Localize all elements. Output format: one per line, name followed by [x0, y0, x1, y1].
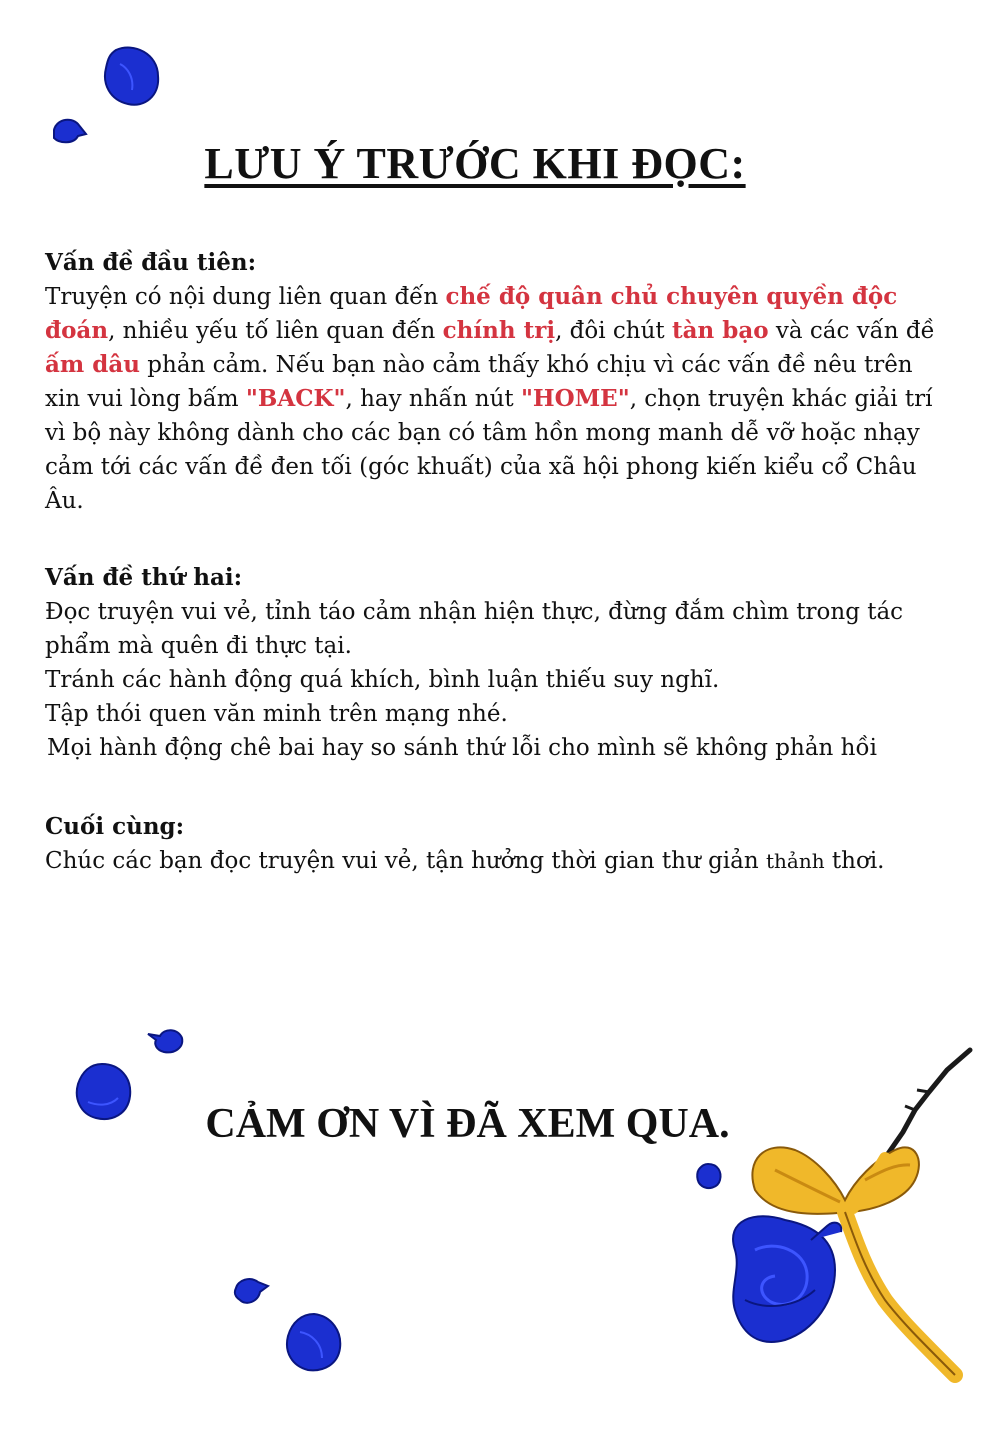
text-run: Chúc các bạn đọc truyện vui vẻ, tận hưởng thời gian thư giản: [45, 848, 766, 874]
section-first-issue: [45, 246, 940, 518]
section-heading: Vấn đề đầu tiên:: [45, 249, 257, 276]
text-run: , hay nhấn nút: [345, 386, 521, 412]
page-title: LƯU Ý TRƯỚC KHI ĐỌC:: [204, 139, 746, 188]
section-body: [45, 844, 940, 878]
text-run: phản cảm. Nếu bạn nào cảm thấy khó chịu vì các vấn đề nêu trên xin vui lòng bấm: [45, 352, 913, 412]
highlight-text: chính trị: [442, 317, 556, 344]
rose-petal-icon: [284, 1312, 344, 1374]
section-heading: Cuối cùng:: [45, 813, 185, 840]
section-finally: [45, 810, 940, 878]
text-run: thảnh: [766, 849, 825, 873]
branch-icon: [885, 1050, 970, 1158]
text-run: và các vấn đề: [768, 318, 935, 344]
highlight-text: chế độ quân chủ chuyên quyền độc đoán: [45, 283, 898, 344]
highlight-text: "BACK": [245, 385, 346, 412]
rose-petal-icon: [232, 1276, 270, 1308]
section-body: [45, 280, 940, 518]
section-body-line: Tránh các hành động quá khích, bình luận thiếu suy nghĩ.: [45, 667, 720, 693]
rose-petal-icon: [146, 1026, 186, 1056]
section-body-line: Mọi hành động chê bai hay so sánh thứ lỗi cho mình sẽ không phản hồi: [47, 735, 877, 761]
text-run: , đôi chút: [555, 318, 672, 344]
section-body-line: Đọc truyện vui vẻ, tỉnh táo cảm nhận hiện thực, đừng đắm chìm trong tác phẩm mà quên đi thực tại.: [45, 599, 904, 659]
section-body-line: Tập thói quen văn minh trên mạng nhé.: [45, 701, 508, 727]
blue-rose-icon: [715, 1040, 985, 1390]
text-run: , chọn truyện khác giải trí vì bộ này không dành cho các bạn có tâm hồn mong manh dễ vỡ hoặc nhạy cảm tới các vấn đề đen tối (góc khuất) của xã hội phong kiến kiểu cổ Châu Âu.: [45, 386, 933, 514]
text-run: thơi.: [824, 848, 885, 874]
highlight-text: tàn bạo: [671, 317, 769, 344]
section-second-issue: [45, 561, 940, 765]
highlight-text: ấm dâu: [45, 351, 140, 378]
text-run: , nhiều yếu tố liên quan đến: [108, 318, 443, 344]
highlight-text: "HOME": [520, 385, 630, 412]
section-heading: Vấn đề thứ hai:: [45, 564, 243, 591]
text-run: Truyện có nội dung liên quan đến: [45, 284, 446, 310]
thanks-message: CẢM ƠN VÌ ĐÃ XEM QUA.: [205, 1101, 730, 1147]
rose-petal-icon: [102, 44, 162, 110]
